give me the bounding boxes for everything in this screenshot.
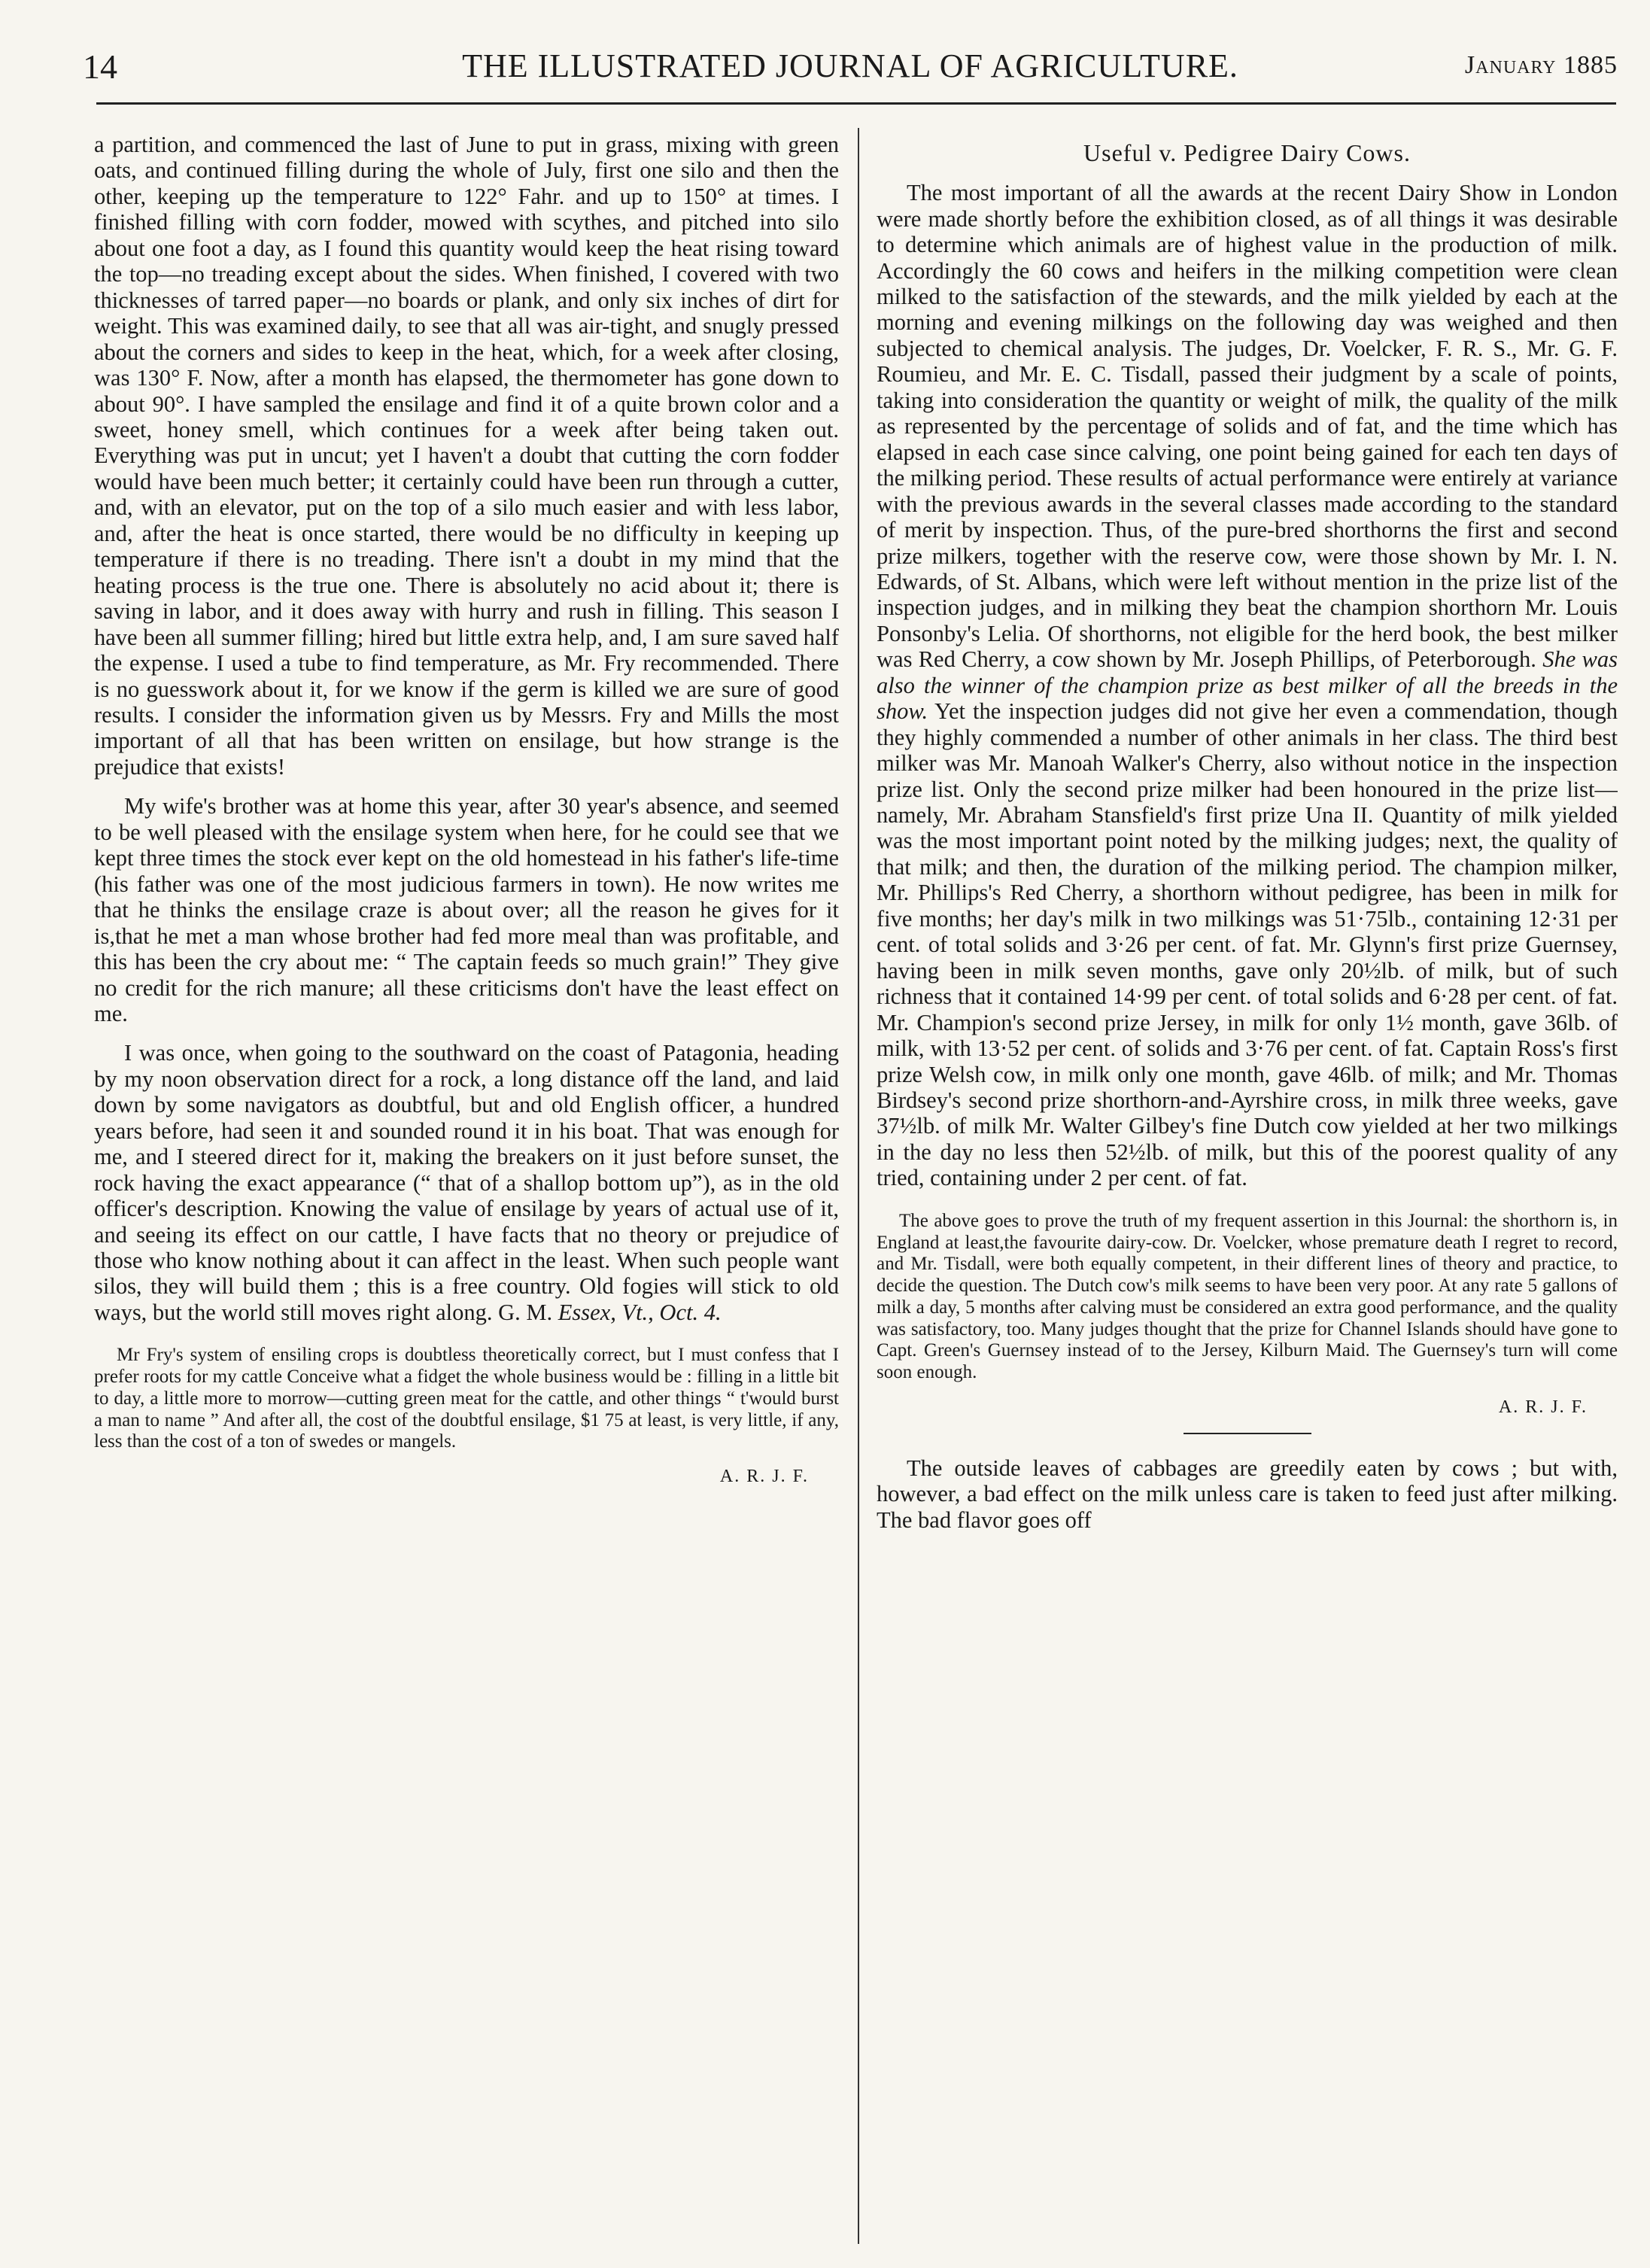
article-paragraph [877, 180, 1618, 1191]
author-signoff: G. M. [498, 1299, 553, 1325]
article-paragraph: a partition, and commenced the last of June to put in grass, mixing with green oats, and continued filling during the whole of July, first one silo and then the other, keeping up the temperature to 122° Fahr. and up to 150° at times. I finished filling with corn fodder, mowed with scythes, and pitched into silo about one foot a day, as I found this quantity would keep the heat rising toward the top—no treading except about the sides. When finished, I covered with two thicknesses of tarred paper—no boards or plank, and only six inches of dirt for weight. This was examined daily, to see that all was air-tight, and snugly pressed about the corners and sides to keep in the heat, which, for a week after closing, was 130° F. Now, after a month has elapsed, the thermometer has gone down to about 90°. I have sampled the ensilage and find it of a quite brown color and a sweet, honey smell, which continues for a week after being taken out. Everything was put in uncut; yet I haven't a doubt that cutting the corn fodder would have been much better; it certainly could have been run through a cutter, and, with an elevator, put on the top of a silo much easier and with less labor, and, after the heat is once started, there would be no difficulty in keeping up temperature if there is no treading. There isn't a doubt in my mind that the heating process is the true one. There is absolutely no acid about it; there is saving in labor, and it does away with hurry and rush in filling. This season I have been all summer filling; hired but little extra help, and, I am sure saved half the expense. I used a tube to find temperature, as Mr. Fry recommended. There is no guesswork about it, for we know if the germ is killed we are sure of good results. I consider the information given us by Messrs. Fry and Mills the most important of all that has been written on ensilage, but how strange is the prejudice that exists! [94, 132, 839, 780]
paragraph-text: I was once, when going to the southward on the coast of Patagonia, heading by my noon observation direct for a rock, a long distance off the land, and laid down by some navigators as doubtful, but and old English officer, a hundred years before, had seen it and sounded round it in his boat. That was enough for me, and I steered direct for it, making the breakers on it just before sunset, the rock having the exact appearance (“ that of a shallop bottom up”), as in the old officer's description. Knowing the value of ensilage by years of actual use of it, and seeing its effect on our cattle, I have facts that no theory or prejudice of those who know nothing about it can affect in the least. When such people want silos, they will build them ; this is a free country. Old fogies will stick to old ways, but the world still moves right along. [94, 1040, 839, 1325]
running-title: THE ILLUSTRATED JOURNAL OF AGRICULTURE. [462, 47, 1238, 84]
page-number: 14 [83, 47, 117, 86]
right-column [877, 132, 1618, 2239]
note-signature: A. R. J. F. [1498, 1397, 1588, 1417]
paragraph-text: The most important of all the awards at the recent Dairy Show in London were made shortly before the exhibition closed, as of all things it was desirable to determine which animals are of highest value in the production of milk. Accordingly the 60 cows and heifers in the milking competition were clean milked to the satisfaction of the stewards, and the milk yielded by each at the morning and evening milkings on the following day was weighed and then subjected to chemical analysis. The judges, Dr. Voelcker, F. R. S., Mr. G. F. Roumieu, and Mr. E. C. Tisdall, passed their judgment by a scale of points, taking into consideration the quantity or weight of milk, the quality of the milk as represented by the percentage of solids and of fat, and the time which has elapsed in each case since calving, one point being gained for each ten days of the milking period. These results of actual performance were entirely at variance with the previous awards in the several classes made according to the standard of merit by inspection. Thus, of the pure-bred shorthorns the first and second prize milkers, together with the reserve cow, were those shown by Mr. I. N. Edwards, of St. Albans, which were left without mention in the prize list of the inspection judges, and in milking they beat the champion shorthorn Mr. Louis Ponsonby's Lelia. Of shorthorns, not eligible for the herd book, the best milker was Red Cherry, a cow shown by Mr. Joseph Phillips, of Peterborough. [877, 180, 1618, 673]
section-rule [1184, 1433, 1311, 1434]
left-column [94, 132, 839, 2239]
article-paragraph: My wife's brother was at home this year, after 30 year's absence, and seemed to be well pleased with the ensilage system when here, for he could see that we kept three times the stock ever kept on the old homestead in his father's life-time (his father was one of the most judicious farmers in town). He now writes me that he thinks the ensilage craze is about over; all the reason he gives for it is,that he met a man whose brother had fed more meal than was profitable, and this has been the cry about me: “ The captain feeds so much grain!” They give no credit for the rich manure; all these criticisms don't have the least effect on me. [94, 793, 839, 1026]
note-signature: A. R. J. F. [719, 1467, 809, 1487]
article-paragraph [94, 1040, 839, 1325]
section-title: Useful v. Pedigree Dairy Cows. [1083, 139, 1411, 166]
author-place: Essex, Vt., Oct. 4. [558, 1299, 722, 1325]
column-divider [858, 128, 859, 2244]
paragraph-text: Yet the inspection judges did not give her even a commendation, though they highly commended a number of other animals in her class. The third best milker was Mr. Manoah Walker's Cherry, also without notice in the inspection prize list. Only the second prize milker had been honoured in the prize list—namely, Mr. Abraham Stansfield's first prize Una II. Quantity of milk yielded was the most important point noted by the milking judges; next, the quality of that milk; and then, the duration of the milking period. The champion milker, Mr. Phillips's Red Cherry, a shorthorn without pedigree, has been in milk for five months; her day's milk in two milkings was 51·75lb., containing 12·31 per cent. of total solids and 3·26 per cent. of fat. Mr. Glynn's first prize Guernsey, having been in milk seven months, gave only 20½lb. of milk, but of such richness that it contained 14·99 per cent. of total solids and 6·28 per cent. of fat. Mr. Champion's second prize Jersey, in milk for only 1½ month, gave 36lb. of milk, with 13·52 per cent. of solids and 3·76 per cent. of fat. Captain Ross's first prize Welsh cow, in milk only one month, gave 46lb. of milk; and Mr. Thomas Birdsey's second prize shorthorn-and-Ayrshire cross, in milk three weeks, gave 37½lb. of milk Mr. Walter Gilbey's fine Dutch cow yielded at her two milkings in the day no less then 52½lb. of milk, but this of the poorest quality of any tried, containing under 2 per cent. of fat. [877, 698, 1618, 1191]
editor-note: Mr Fry's system of ensiling crops is doubtless theoretically correct, but I must confess that I prefer roots for my cattle Conceive what a fidget the whole business would be : filling in a little bit to day, a little more to morrow—cutting green meat for the cattle, and other things “ t'would burst a man to name ” And after all, the cost of the doubtful ensilage, $1 75 at least, is very little, if any, less than the cost of a ton of swedes or mangels. [94, 1345, 839, 1452]
italic-text: She was also the winner of the champion prize as best milker of all the breeds in the show. [877, 646, 1618, 725]
issue-date: January 1885 [1464, 51, 1618, 79]
article-paragraph: The outside leaves of cabbages are greedily eaten by cows ; but with, however, a bad effect on the milk unless care is taken to feed just after milking. The bad flavor goes off [877, 1455, 1618, 1533]
editor-note: The above goes to prove the truth of my frequent assertion in this Journal: the shorthorn is, in England at least,the favourite dairy-cow. Dr. Voelcker, whose premature death I regret to record, and Mr. Tisdall, were both equally competent, in their different lines of theory and practice, to decide the question. The Dutch cow's milk seems to have been very poor. At any rate 5 gallons of milk a day, 5 months after calving must be considered an extra good performance, and the quality was satisfactory, too. Many judges thought that the prize for Channel Islands should have gone to Capt. Green's Guernsey instead of to the Jersey, Kilburn Maid. The Guernsey's turn will come soon enough. [877, 1210, 1618, 1383]
header-rule [96, 102, 1616, 105]
page-header [83, 44, 1618, 104]
